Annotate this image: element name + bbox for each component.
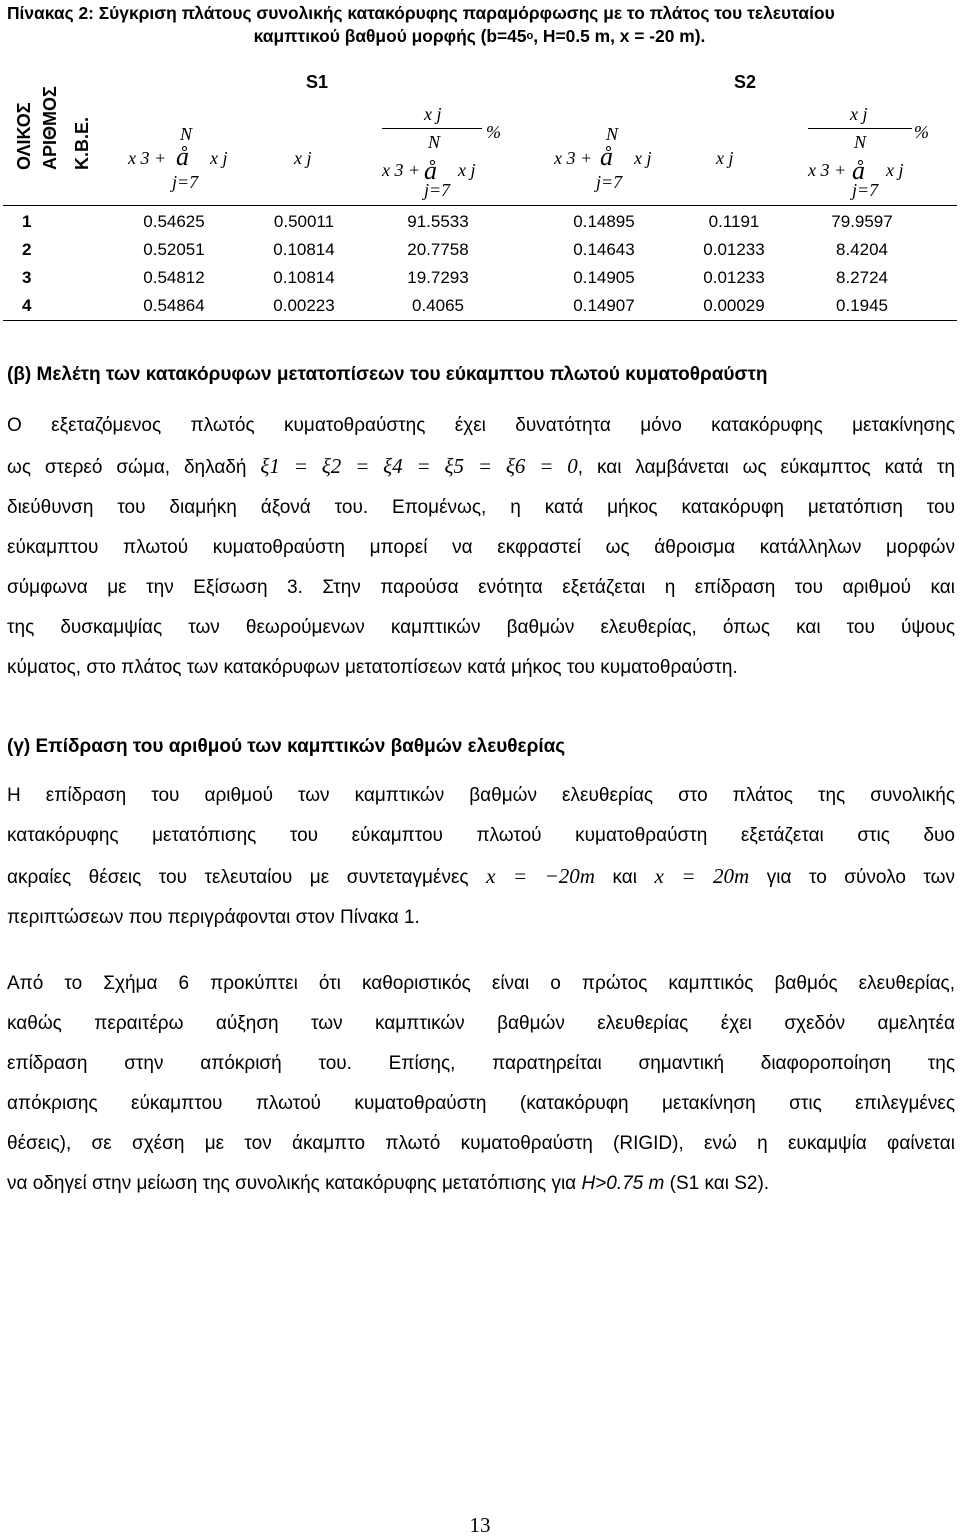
row-header-line-1: ΟΛΙΚΟΣ [14,102,34,170]
section-b-heading: (β) Μελέτη των κατακόρυφων μετατοπίσεων του εύκαμπτου πλωτού κυματοθραύστη [7,364,768,385]
page-number: 13 [469,1513,491,1537]
formula-xj-s2: x j [716,148,734,168]
formula-xj-s1: x j [294,148,312,168]
section-c-heading: (γ) Επίδραση του αριθμού των καμπτικών βαθμών ελευθερίας [7,736,566,757]
section-c-paragraph-1: Η επίδραση του αριθμού των καμπτικών βαθμών ελευθερίας στο πλάτος της συνολικής κατακόρυφης μετατόπισης του εύκαμπτου πλωτού κυματοθραύστη εξετάζεται στις δυο ακραίες θέσεις του τελευταίου με συντεταγμένες x = −20m και x = 20m για το σύνολο των περιπτώσεων που περιγράφονται στον Πίνακα 1. [7,785,955,928]
section-c-paragraph-2: Από το Σχήμα 6 προκύπτει ότι καθοριστικός είναι ο πρώτος καμπτικός βαθμός ελευθερίας, καθώς περαιτέρω αύξηση των καμπτικών βαθμών ελευθερίας έχει σχεδόν αμελητέα επίδραση στην απόκρισή του. Επίσης, παρατηρείται σημαντική διαφοροποίηση της απόκρισης εύκαμπτου πλωτού κυματοθραύστη (κατακόρυφη μετακίνηση στις επιλεγμένες θέσεις), σε σχέση με τον άκαμπτο πλωτό κυματοθραύστη (RIGID), ενώ η ευκαμψία φαίνεται να οδηγεί στην μείωση της συνολικής κατακόρυφης μετατόπισης για H>0.75 m (S1 και S2). [7,973,955,1194]
section-b-paragraph: Ο εξεταζόμενος πλωτός κυματοθραύστης έχει δυνατότητα μόνο κατακόρυφης μετακίνησης ως στερεό σώμα, δηλαδή ξ1 = ξ2 = ξ4 = ξ5 = ξ6 = 0, και λαμβάνεται ως εύκαμπτος κατά τη διεύθυνση του διαμήκη άξονά του. Επομένως, η κατά μήκος κατακόρυφη μετατόπιση του εύκαμπτου πλωτού κυματοθραύστη μπορεί να εκφραστεί ως άθροισμα κατάλληλων μορφών σύμφωνα με την Εξίσωση 3. Στην παρούσα ενότητα εξετάζεται η επίδραση του αριθμού και της δυσκαμψίας των θεωρούμενων καμπτικών βαθμών ελευθερίας, όπως και του ύψους κύματος, στο πλάτος των κατακόρυφων μετατοπίσεων κατά μήκος του κυματοθραύστη. [7,415,955,678]
table-caption [7,2,952,48]
group-header-s1: S1 [306,72,329,92]
group-header-s2: S2 [734,72,757,92]
row-header [14,86,104,170]
caption-line-1: Πίνακας 2: Σύγκριση πλάτους συνολικής κατακόρυφης παραμόρφωσης με το πλάτος του τελευταίου [7,3,835,23]
row-header-line-3: Κ.Β.Ε. [72,116,92,170]
row-header-line-2: ΑΡΙΘΜΟΣ [40,86,60,170]
table-bottom-rule [3,320,957,321]
caption-line-2: καμπτικού βαθμού μορφής ($b=45^o$, H=0.5 m, x = -20 m). [253,26,706,46]
table-top-rule [3,205,957,206]
